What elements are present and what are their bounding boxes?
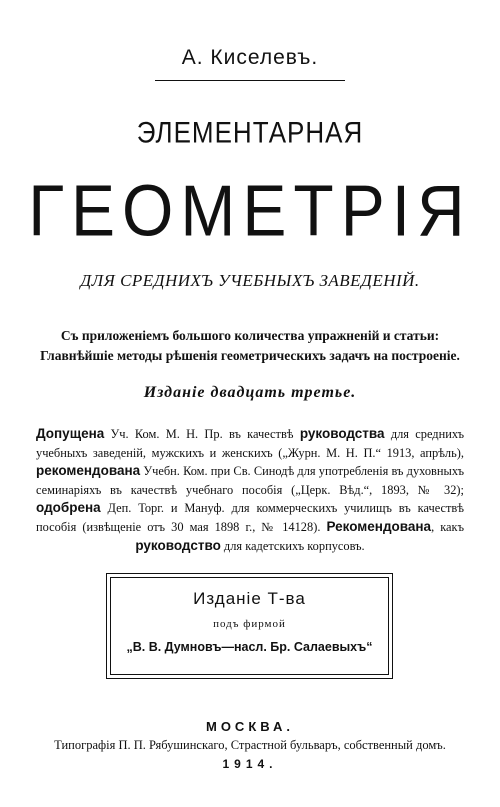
publication-year: 1914. xyxy=(222,757,278,771)
approval-paragraph xyxy=(36,425,464,555)
publisher-edition-line: Изданіе Т-ва xyxy=(193,589,306,608)
appendix-note: Съ приложеніемъ большого количества упражненій и статьи: Главнѣйшіе методы рѣшенія геометрическихъ задачъ на построеніе. xyxy=(40,328,460,363)
approval-label-recommended-2: Рекомендована xyxy=(326,518,432,534)
approval-text: для кадетскихъ корпусовъ. xyxy=(220,538,365,553)
publisher-firm-label: подъ фирмой xyxy=(213,618,286,630)
approval-text: для среднихъ учебныхъ заведеній, мужскихъ и женскихъ („Журн. М. Н. П.“ 1913, апрѣль), xyxy=(36,427,465,460)
publisher-box xyxy=(106,573,393,679)
book-subtitle: ЭЛЕМЕНТАРНАЯ xyxy=(136,114,364,150)
approval-label-manual: руководства xyxy=(299,426,385,441)
author-rule xyxy=(155,80,345,81)
approval-text: Деп. Торг. и Мануф. для коммерческихъ училищъ въ качествѣ пособія (извѣщеніе отъ 30 мая 1898 г., № 14128). xyxy=(36,501,464,534)
publication-city: МОСКВА. xyxy=(205,719,294,734)
book-title: ГЕОМЕТРІЯ xyxy=(28,169,472,251)
approval-label-manual-2: руководство xyxy=(135,537,221,553)
approval-label-admitted: Допущена xyxy=(36,426,105,441)
approval-text: Учебн. Ком. при Св. Синодѣ для употребленія въ духовныхъ семинаріяхъ въ качествѣ учебнаго пособія („Церк. Вѣд.“, 1893, № 32); xyxy=(36,464,464,497)
approval-label-recommended: рекомендована xyxy=(36,463,141,479)
approval-label-approved: одобрена xyxy=(36,500,101,516)
author-name: А. Киселевъ. xyxy=(181,46,319,69)
approval-text: , какъ xyxy=(431,519,464,534)
approval-text: Уч. Ком. М. Н. Пр. въ качествѣ xyxy=(104,427,300,441)
book-audience: ДЛЯ СРЕДНИХЪ УЧЕБНЫХЪ ЗАВЕДЕНІЙ. xyxy=(80,271,420,290)
edition-note: Изданіе двадцать третье. xyxy=(143,384,357,401)
printer-line: Типографія П. П. Рябушинскаго, Страстной бульваръ, собственный домъ. xyxy=(54,738,446,752)
publisher-firm-name: „В. В. Думновъ—насл. Бр. Салаевыхъ“ xyxy=(126,640,373,654)
